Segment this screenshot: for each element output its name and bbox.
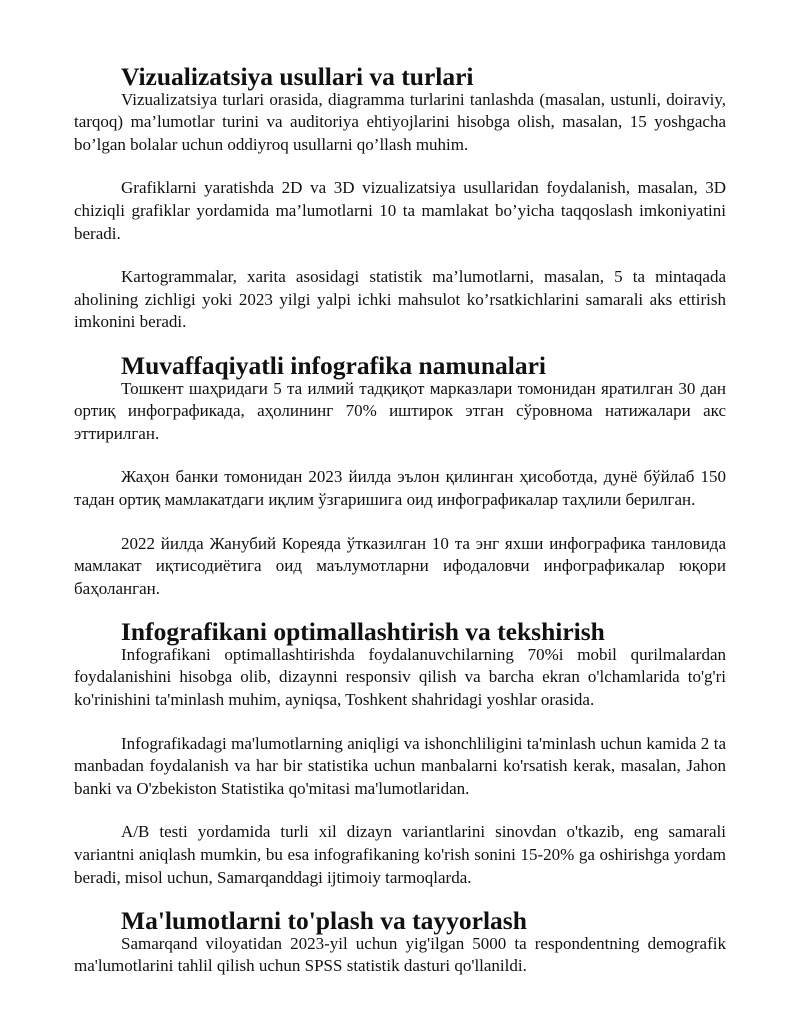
paragraph: Kartogrammalar, xarita asosidagi statistik ma’lumotlarni, masalan, 5 ta mintaqada aholining zichligi yoki 2023 yilgi yalpi ichki mahsulot ko’rsatkichlarini samarali aks ettirish imkonini beradi.: [74, 267, 726, 332]
paragraph: Vizualizatsiya turlari orasida, diagramma turlarini tanlashda (masalan, ustunli, doiraviy, tarqoq) ma’lumotlar turini va auditoriya ehtiyojlarini hisobga olish, masalan, 15 yoshgacha bo’lgan bolalar uchun oddiyroq usullarni qo’llash muhim.: [74, 89, 726, 154]
paragraph: 2022 йилда Жанубий Кореяда ўтказилган 10 та энг яхши инфографика танловида мамлакат иқтисодиётига оид маълумотларни ифодаловчи инфографикалар юқори баҳоланган.: [74, 533, 726, 598]
section-visualization-methods: [74, 62, 726, 334]
paragraph: Тошкент шаҳридаги 5 та илмий тадқиқот марказлари томонидан яратилган 30 дан ортиқ инфографикада, аҳолининг 70% иштирок этган сўровнома натижалари акс эттирилган.: [74, 378, 726, 443]
paragraph: Grafiklarni yaratishda 2D va 3D vizualizatsiya usullaridan foydalanish, masalan, 3D chiziqli grafiklar yordamida ma’lumotlarni 10 ta mamlakat bo’yicha taqqoslash imkoniyatini beradi.: [74, 178, 726, 243]
paragraph: Жаҳон банки томонидан 2023 йилда эълон қилинган ҳисоботда, дунё бўйлаб 150 тадан ортиқ мамлакатдаги иқлим ўзгаришига оид инфографикалар таҳлили берилган.: [74, 467, 726, 509]
section-successful-infographics: [74, 350, 726, 600]
section-heading: Ma'lumotlarni to'plash va tayyorlash: [121, 906, 527, 936]
section-data-collection: [74, 906, 726, 978]
document-page: [74, 62, 726, 978]
section-optimization-testing: [74, 617, 726, 889]
paragraph: Infografikani optimallashtirishda foydalanuvchilarning 70%i mobil qurilmalardan foydalanishini hisobga olib, dizaynni responsiv qilish va barcha ekran o'lchamlarida to'g'ri ko'rinishini ta'minlash muhim, ayniqsa, Toshkent shahridagi yoshlar orasida.: [74, 644, 726, 710]
paragraph: Infografikadagi ma'lumotlarning aniqligi va ishonchliligini ta'minlash uchun kamida 2 ta manbadan foydalanish va har bir statistika uchun manbalarni ko'rsatish kerak, masalan, Jahon banki va O'zbekiston Statistika qo'mitasi ma'lumotlaridan.: [74, 733, 726, 798]
section-heading: Vizualizatsiya usullari va turlari: [121, 62, 474, 91]
section-heading: Infografikani optimallashtirish va tekshirish: [121, 617, 605, 647]
paragraph: Samarqand viloyatidan 2023-yil uchun yig'ilgan 5000 ta respondentning demografik ma'lumotlarini tahlil qilish uchun SPSS statistik dasturi qo'llanildi.: [74, 933, 726, 976]
section-heading: Muvaffaqiyatli infografika namunalari: [121, 350, 547, 380]
paragraph: A/B testi yordamida turli xil dizayn variantlarini sinovdan o'tkazib, eng samarali variantni aniqlash mumkin, bu esa infografikaning ko'rish sonini 15-20% ga oshirishga yordam beradi, misol uchun, Samarqanddagi ijtimoiy tarmoqlarda.: [74, 822, 726, 887]
